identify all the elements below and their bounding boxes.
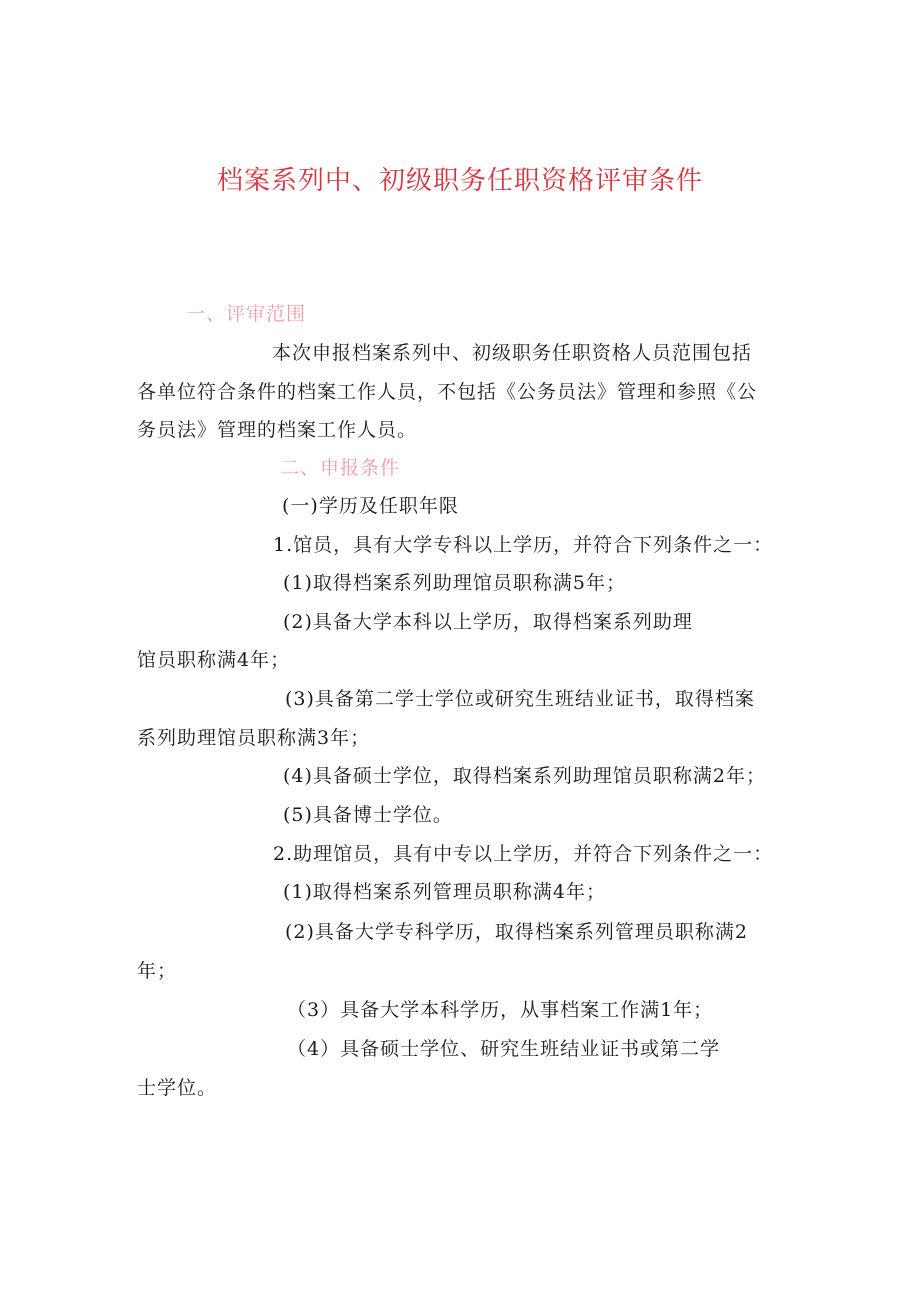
item-2-condition-3: （3）具备大学本科学历，从事档案工作满1年；	[287, 999, 714, 1021]
section-heading-scope: 一、评审范围	[186, 303, 307, 325]
item-1-condition-3-line-1: (3)具备第二学士学位或研究生班结业证书，取得档案	[285, 688, 755, 710]
item-2-condition-4-line-2: 士学位。	[137, 1077, 218, 1099]
item-2-condition-1: (1)取得档案系列管理员职称满4年；	[283, 881, 607, 903]
item-1-condition-5: (5)具备博士学位。	[283, 804, 453, 826]
section-heading-conditions: 二、申报条件	[280, 457, 401, 479]
document-title: 档案系列中、初级职务任职资格评审条件	[216, 166, 703, 196]
subsection-heading-education: (一)学历及任职年限	[282, 495, 459, 517]
item-2-condition-4-line-1: （4）具备硕士学位、研究生班结业证书或第二学	[287, 1038, 721, 1060]
item-1-condition-2-line-1: (2)具备大学本科以上学历，取得档案系列助理	[283, 611, 693, 633]
item-1-condition-4: (4)具备硕士学位，取得档案系列助理馆员职称满2年；	[283, 765, 767, 787]
item-1-condition-2-line-2: 馆员职称满4年；	[137, 649, 291, 671]
item-1-condition-1: (1)取得档案系列助理馆员职称满5年；	[283, 572, 627, 594]
paragraph-scope-line-1: 本次申报档案系列中、初级职务任职资格人员范围包括	[272, 342, 753, 364]
paragraph-scope-line-2: 各单位符合条件的档案工作人员，不包括《公务员法》管理和参照《公	[137, 381, 758, 403]
paragraph-scope-line-3: 务员法》管理的档案工作人员。	[137, 419, 418, 441]
item-1-condition-3-line-2: 系列助理馆员职称满3年；	[137, 727, 371, 749]
item-2-condition-2-line-1: (2)具备大学专科学历，取得档案系列管理员职称满2	[285, 921, 749, 943]
item-1-heading: 1.馆员，具有大学专科以上学历，并符合下列条件之一：	[273, 534, 774, 556]
item-2-heading: 2.助理馆员，具有中专以上学历，并符合下列条件之一：	[273, 843, 774, 865]
item-2-condition-2-line-2: 年；	[137, 960, 178, 982]
